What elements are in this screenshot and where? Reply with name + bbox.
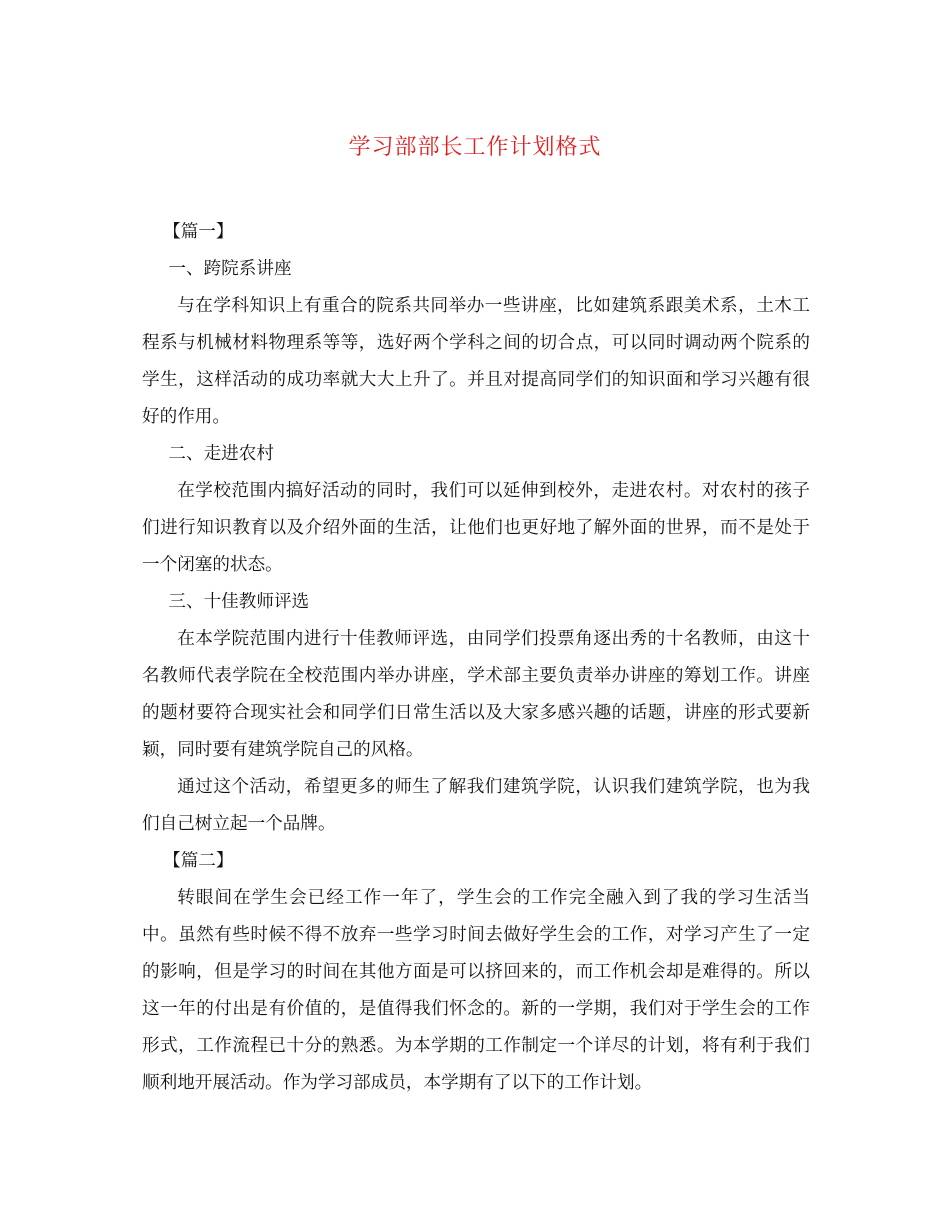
section-marker-2: 【篇二】 [163, 851, 234, 871]
paragraph: 与在学科知识上有重合的院系共同举办一些讲座，比如建筑系跟美术系，土木工程系与机械材料物理系等等，选好两个学科之间的切合点，可以同时调动两个院系的学生，这样活动的成功率就大大上升了。并且对提高同学们的知识面和学习兴趣有很好的作用。 [142, 296, 810, 427]
subheading-lectures: 一、跨院系讲座 [168, 259, 292, 279]
paragraph: 通过这个活动，希望更多的师生了解我们建筑学院，认识我们建筑学院，也为我们自己树立起一个品牌。 [142, 777, 810, 834]
paragraph: 在学校范围内搞好活动的同时，我们可以延伸到校外，走进农村。对农村的孩子们进行知识教育以及介绍外面的生活，让他们也更好地了解外面的世界，而不是处于一个闭塞的状态。 [142, 481, 810, 575]
paragraph: 在本学院范围内进行十佳教师评选，由同学们投票角逐出秀的十名教师，由这十名教师代表学院在全校范围内举办讲座，学术部主要负责举办讲座的筹划工作。讲座的题材要符合现实社会和同学们日常生活以及大家多感兴趣的话题，讲座的形式要新颖，同时要有建筑学院自己的风格。 [142, 629, 810, 760]
document-title: 学习部部长工作计划格式 [348, 135, 602, 160]
subheading-countryside: 二、走进农村 [168, 444, 274, 464]
document-body [142, 214, 810, 1102]
subheading-teacher-selection: 三、十佳教师评选 [168, 592, 310, 612]
section-marker-1: 【篇一】 [163, 222, 234, 242]
paragraph: 转眼间在学生会已经工作一年了，学生会的工作完全融入到了我的学习生活当中。虽然有些时候不得不放弃一些学习时间去做好学生会的工作，对学习产生了一定的影响，但是学习的时间在其他方面是可以挤回来的，而工作机会却是难得的。所以这一年的付出是有价值的，是值得我们怀念的。新的一学期，我们对于学生会的工作形式，工作流程已十分的熟悉。为本学期的工作制定一个详尽的计划，将有利于我们顺利地开展活动。作为学习部成员，本学期有了以下的工作计划。 [142, 888, 810, 1093]
